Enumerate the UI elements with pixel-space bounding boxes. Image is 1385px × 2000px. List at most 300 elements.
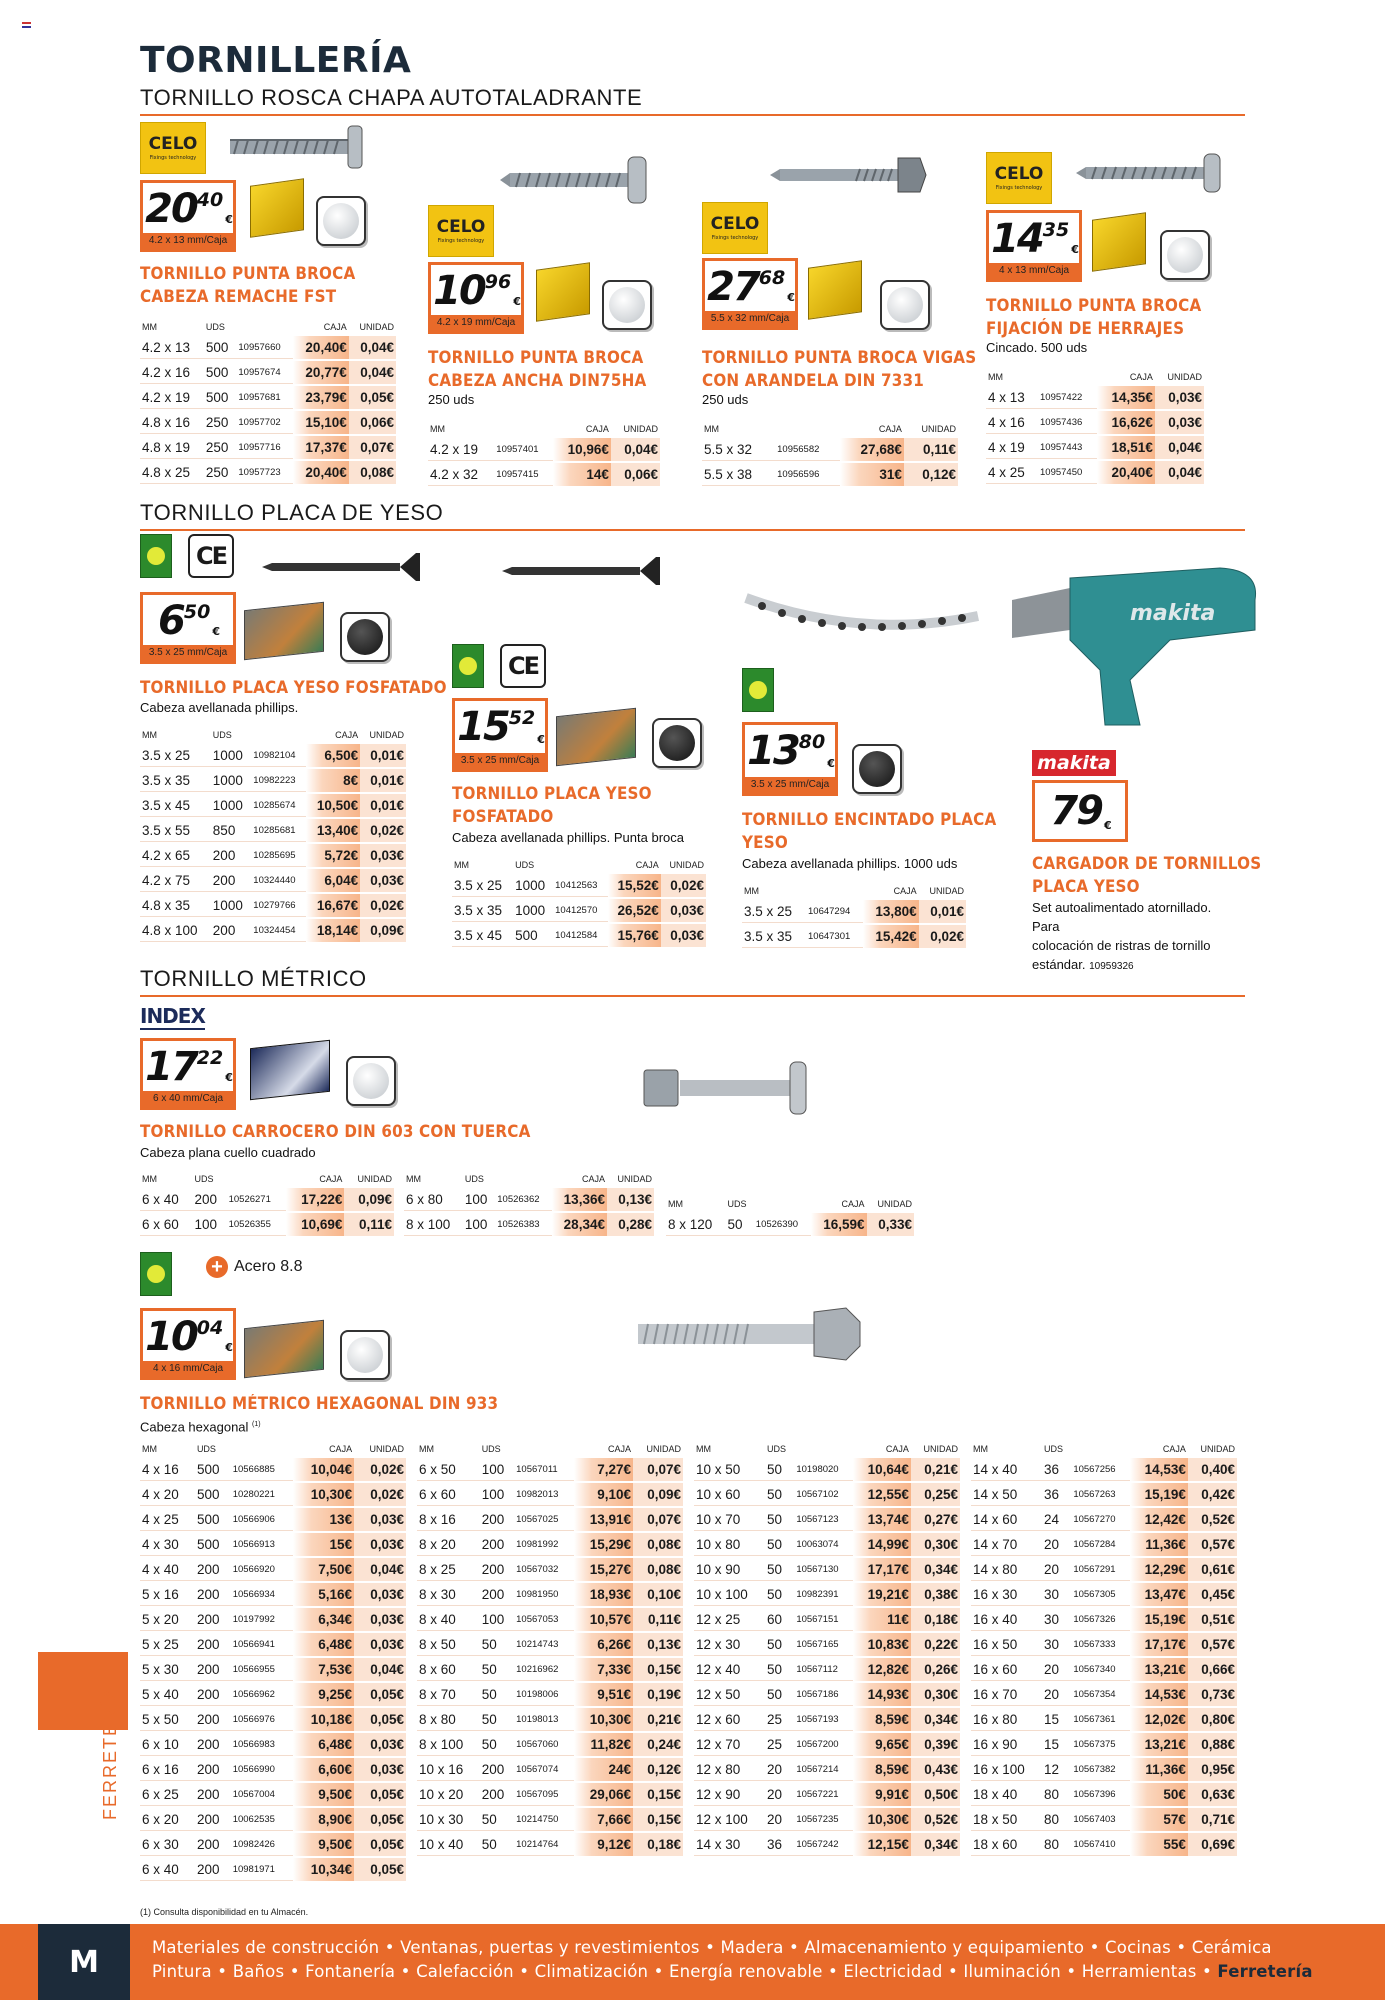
table-row	[140, 844, 406, 867]
table-cell-mm: 16 x 90	[971, 1733, 1042, 1756]
footer-nav	[0, 1924, 1385, 2000]
table-cell-uds: 30	[1042, 1583, 1071, 1606]
table-cell-mm: 18 x 50	[971, 1808, 1042, 1831]
footer-category-link[interactable]: Materiales de construcción	[152, 1938, 380, 1957]
table-cell-ref: 10982391	[794, 1583, 853, 1606]
table-row	[140, 1213, 394, 1236]
table-cell-ref: 10567410	[1071, 1833, 1130, 1856]
table-cell-uni: 0,66€	[1188, 1658, 1237, 1681]
brand-logo	[742, 668, 774, 712]
table-cell-mm: 6 x 40	[140, 1188, 192, 1211]
celo-logo: CELO Fixings technology	[986, 152, 1052, 204]
table-cell-caja: 14,35€	[1097, 386, 1155, 409]
product-title: CARGADOR DE TORNILLOS PLACA YESO	[1032, 854, 1262, 896]
plus-icon: +	[206, 1256, 228, 1278]
table-row	[417, 1608, 683, 1631]
table-cell-uds: 200	[480, 1783, 514, 1806]
table-row	[694, 1708, 960, 1731]
table-cell-uds: 500	[195, 1458, 231, 1481]
footer-category-link[interactable]: Climatización	[534, 1962, 649, 1981]
table-cell-uds: 100	[192, 1213, 226, 1236]
table-cell-uni: 0,03€	[354, 1583, 406, 1606]
table-cell-ref: 10567256	[1071, 1458, 1130, 1481]
table-cell-mm: 8 x 30	[417, 1583, 480, 1606]
ce-mark-icon: CE	[188, 534, 234, 578]
product-title: TORNILLO MÉTRICO HEXAGONAL DIN 933	[140, 1394, 499, 1413]
table-cell-uds: 50	[480, 1708, 514, 1731]
table-cell-caja: 10,69€	[286, 1213, 344, 1236]
table-cell-ref: 10285695	[251, 844, 306, 867]
footer-category-link[interactable]: Calefacción	[416, 1962, 514, 1981]
table-row	[140, 336, 396, 359]
table-row	[694, 1608, 960, 1631]
price-table: MM CAJA UNIDAD 3.5 x 25 10647294 13,80€ 0,01€ 3.5 x 35 10647301 15,42€ 0,02€	[742, 882, 966, 950]
table-cell-uds: 500	[204, 361, 237, 384]
table-cell-caja: 50€	[1130, 1783, 1188, 1806]
table-row	[694, 1483, 960, 1506]
table-cell-uni: 0,15€	[633, 1658, 683, 1681]
table-cell-uds: 200	[192, 1188, 226, 1211]
table-cell-ref: 10567011	[514, 1458, 574, 1481]
table-row	[140, 1188, 394, 1211]
table-cell-caja: 57€	[1130, 1808, 1188, 1831]
table-cell-ref: 10957422	[1038, 386, 1097, 409]
table-row	[986, 386, 1204, 409]
footer-category-link[interactable]: Almacenamiento y equipamiento	[804, 1938, 1085, 1957]
table-cell-uni: 0,05€	[354, 1708, 406, 1731]
product-box	[1092, 212, 1146, 272]
table-cell-mm: 14 x 70	[971, 1533, 1042, 1556]
table-cell-caja: 24€	[574, 1758, 633, 1781]
table-cell-uds: 12	[1042, 1758, 1071, 1781]
table-cell-caja: 18,14€	[306, 919, 360, 942]
table-cell-ref: 10214750	[514, 1808, 574, 1831]
footer-category-link[interactable]: Herramientas	[1081, 1962, 1197, 1981]
table-cell-uni: 0,13€	[607, 1188, 654, 1211]
table-cell-mm: 4.2 x 16	[140, 361, 204, 384]
product-title: TORNILLO PUNTA BROCA CABEZA ANCHA DIN75HA	[428, 348, 647, 390]
table-cell-uds: 20	[765, 1783, 794, 1806]
table-cell-uds: 20	[765, 1808, 794, 1831]
table-cell-mm: 12 x 40	[694, 1658, 765, 1681]
product-description: 250 uds	[702, 392, 749, 407]
table-cell-caja: 5,72€	[306, 844, 360, 867]
product-title: TORNILLO PLACA YESO FOSFATADO	[140, 678, 447, 697]
table-row	[694, 1733, 960, 1756]
table-cell-uni: 0,13€	[633, 1633, 683, 1656]
table-cell-mm: 8 x 100	[404, 1213, 463, 1236]
table-cell-uni: 0,06€	[611, 463, 660, 486]
table-cell-caja: 10,18€	[293, 1708, 354, 1731]
table-cell-ref: 10279766	[251, 894, 306, 917]
table-cell-ref: 10526355	[227, 1213, 287, 1236]
table-cell-ref: 10982104	[251, 744, 306, 767]
table-cell-ref: 10567340	[1071, 1658, 1130, 1681]
table-cell-uds: 200	[480, 1558, 514, 1581]
table-cell-uds: 200	[195, 1608, 231, 1631]
price-table: MM UDS CAJA UNIDAD 6 x 80 100 10526362 13,36€ 0,13€ 8 x 100 100 10526383 28,34€ 0,28€	[404, 1170, 654, 1238]
product-description: 250 uds	[428, 392, 475, 407]
table-cell-uni: 0,18€	[911, 1608, 960, 1631]
table-cell-uds: 500	[204, 386, 237, 409]
table-cell-uni: 0,33€	[867, 1213, 914, 1236]
table-cell-ref: 10567193	[794, 1708, 853, 1731]
table-cell-ref: 10324440	[251, 869, 306, 892]
table-cell-uds: 100	[480, 1608, 514, 1631]
footnote: (1) Consulta disponibilidad en tu Almacén.	[140, 1907, 309, 1917]
table-cell-uds: 200	[195, 1733, 231, 1756]
price-table: MM UDS CAJA UNIDAD 14 x 40 36 10567256 14,53€ 0,40€ 14 x 50 36 10567263 15,19€ 0,42€ 14 x 60 24 10567270 12,42€ 0,52€ 14 x 70 20 10567284 11,36€ 0,57€ 14 x 80 20 10567291 12,29€ 0,61€ 16 x 30 30 10567305 13,47€ 0,45€ 16 x 40 30 10567326 15,19€ 0,51€ 16 x 50 30 10567333 17,17€ 0,57€ 16 x 60 20 10567340 13,21€ 0,66€ 16 x 70 20 10567354 14,53€ 0,73€ 16 x 80 15 10567361 12,02€ 0,80€ 16 x 90 15 10567375 13,21€ 0,88€ 16 x 100 12 10567382 11,36€ 0,95€ 18 x 40 80 10567396 50€ 0,63€ 18 x 50 80 10567403 57€ 0,71€ 18 x 60 80 10567410 55€ 0,69€	[971, 1440, 1237, 1858]
table-cell-caja: 9,51€	[574, 1683, 633, 1706]
screw-image	[230, 122, 385, 172]
table-cell-ref: 10567074	[514, 1758, 574, 1781]
table-cell-uds: 200	[195, 1583, 231, 1606]
table-cell-caja: 18,93€	[574, 1583, 633, 1606]
table-cell-caja: 14€	[553, 463, 611, 486]
table-cell-ref: 10567221	[794, 1783, 853, 1806]
table-row	[694, 1633, 960, 1656]
table-cell-ref: 10567186	[794, 1683, 853, 1706]
price-table: MM UDS CAJA UNIDAD 3.5 x 25 1000 10982104 6,50€ 0,01€ 3.5 x 35 1000 10982223 8€ 0,01€ 3.5 x 45 1000 10285674 10,50€ 0,01€ 3.5 x 55 850 10285681 13,40€ 0,02€ 4.2 x 65 200 10285695 5,72€ 0,03€ 4.2 x 75 200 10324440 6,04€ 0,03€ 4.8 x 35 1000 10279766 16,67€ 0,02€ 4.8 x 100 200 10324454 18,14€ 0,09€	[140, 726, 406, 944]
table-cell-ref: 10566955	[231, 1658, 293, 1681]
table-cell-caja: 29,06€	[574, 1783, 633, 1806]
separator: •	[1170, 1938, 1192, 1957]
store-logo[interactable]: M	[38, 1924, 130, 2000]
table-cell-uds: 200	[195, 1758, 231, 1781]
footer-category-link[interactable]: Cerámica	[1191, 1938, 1272, 1957]
table-cell-ref: 10957681	[236, 386, 293, 409]
table-cell-ref: 10647301	[806, 925, 863, 948]
table-cell-uni: 0,88€	[1188, 1733, 1237, 1756]
footer-category-link[interactable]: Cocinas	[1105, 1938, 1171, 1957]
hex-bolt-image	[634, 1304, 864, 1364]
table-cell-uni: 0,04€	[611, 438, 660, 461]
table-row	[742, 900, 966, 923]
table-cell-ref: 10567326	[1071, 1608, 1130, 1631]
table-cell-ref: 10567053	[514, 1608, 574, 1631]
table-cell-caja: 6,48€	[293, 1733, 354, 1756]
table-cell-uds: 100	[480, 1483, 514, 1506]
table-cell-caja: 13,47€	[1130, 1583, 1188, 1606]
table-row	[140, 1683, 406, 1706]
table-row	[417, 1833, 683, 1856]
table-cell-uds: 80	[1042, 1808, 1071, 1831]
table-cell-mm: 16 x 80	[971, 1708, 1042, 1731]
separator: •	[211, 1962, 233, 1981]
table-row	[417, 1708, 683, 1731]
table-cell-mm: 14 x 40	[971, 1458, 1042, 1481]
product-box	[250, 178, 304, 238]
table-cell-uni: 0,12€	[904, 463, 958, 486]
table-cell-uds: 36	[1042, 1483, 1071, 1506]
table-row	[140, 1633, 406, 1656]
table-cell-mm: 12 x 25	[694, 1608, 765, 1631]
footer-category-link[interactable]: Energía renovable	[669, 1962, 823, 1981]
table-cell-caja: 15,52€	[608, 874, 661, 897]
table-cell-ref: 10957702	[236, 411, 293, 434]
table-cell-uni: 0,18€	[633, 1833, 683, 1856]
table-cell-mm: 6 x 30	[140, 1833, 195, 1856]
table-cell-caja: 10,30€	[293, 1483, 354, 1506]
product-box	[250, 1040, 330, 1100]
footer-category-link[interactable]: Baños	[232, 1962, 285, 1981]
table-cell-ref: 10567102	[794, 1483, 853, 1506]
table-cell-ref: 10567354	[1071, 1683, 1130, 1706]
table-cell-uds: 200	[195, 1633, 231, 1656]
table-cell-uni: 0,05€	[354, 1858, 406, 1881]
price-table: MM UDS CAJA UNIDAD 6 x 40 200 10526271 17,22€ 0,09€ 6 x 60 100 10526355 10,69€ 0,11€	[140, 1170, 394, 1238]
table-row	[417, 1633, 683, 1656]
table-cell-caja: 17,37€	[293, 436, 349, 459]
table-cell-mm: 3.5 x 55	[140, 819, 211, 842]
table-cell-mm: 4.2 x 19	[140, 386, 204, 409]
table-cell-caja: 9,65€	[853, 1733, 911, 1756]
phillips-head-icon	[340, 612, 390, 662]
table-cell-mm: 8 x 50	[417, 1633, 480, 1656]
table-cell-mm: 5 x 30	[140, 1658, 195, 1681]
table-cell-uni: 0,04€	[354, 1658, 406, 1681]
table-cell-mm: 6 x 80	[404, 1188, 463, 1211]
table-cell-uds: 15	[1042, 1733, 1071, 1756]
table-cell-ref: 10412584	[553, 924, 607, 947]
table-cell-mm: 10 x 20	[417, 1783, 480, 1806]
separator: •	[942, 1962, 964, 1981]
table-cell-mm: 10 x 50	[694, 1458, 765, 1481]
table-cell-ref: 10285674	[251, 794, 306, 817]
table-cell-mm: 4.2 x 19	[428, 438, 494, 461]
table-cell-caja: 12,29€	[1130, 1558, 1188, 1581]
table-cell-caja: 20,40€	[293, 461, 349, 484]
table-cell-ref: 10198013	[514, 1708, 574, 1731]
table-cell-uds: 200	[195, 1558, 231, 1581]
table-cell-uds: 200	[195, 1683, 231, 1706]
table-cell-caja: 13,21€	[1130, 1658, 1188, 1681]
table-cell-caja: 8,59€	[853, 1758, 911, 1781]
table-cell-uni: 0,15€	[633, 1783, 683, 1806]
table-cell-mm: 4.8 x 100	[140, 919, 211, 942]
table-row	[140, 1583, 406, 1606]
table-cell-uni: 0,03€	[1155, 386, 1204, 409]
table-cell-uds: 100	[463, 1213, 495, 1236]
footer-category-active[interactable]: Ferretería	[1217, 1962, 1313, 1981]
table-cell-uni: 0,43€	[911, 1758, 960, 1781]
page-title: TORNILLERÍA	[140, 40, 412, 81]
table-row	[140, 1658, 406, 1681]
table-cell-caja: 8,59€	[853, 1708, 911, 1731]
table-cell-ref: 10214764	[514, 1833, 574, 1856]
table-cell-uni: 0,80€	[1188, 1708, 1237, 1731]
table-cell-uds: 200	[211, 844, 251, 867]
table-cell-uni: 0,12€	[633, 1758, 683, 1781]
footer-category-link[interactable]: Madera	[720, 1938, 784, 1957]
table-cell-caja: 10,50€	[306, 794, 360, 817]
table-cell-uds: 1000	[513, 899, 553, 922]
table-cell-mm: 5.5 x 32	[702, 438, 775, 461]
table-cell-caja: 10,57€	[574, 1608, 633, 1631]
table-cell-ref: 10566934	[231, 1583, 293, 1606]
table-cell-uds: 60	[765, 1608, 794, 1631]
footer-category-link[interactable]: Ventanas, puertas y revestimientos	[400, 1938, 700, 1957]
table-cell-caja: 18,51€	[1097, 436, 1155, 459]
table-cell-uds: 25	[765, 1708, 794, 1731]
footer-category-link[interactable]: Pintura	[152, 1962, 212, 1981]
table-cell-caja: 9,50€	[293, 1833, 354, 1856]
separator: •	[648, 1962, 670, 1981]
table-cell-uds: 200	[480, 1533, 514, 1556]
bolt-image	[640, 1054, 820, 1120]
table-row	[140, 1808, 406, 1831]
table-cell-uds: 20	[1042, 1558, 1071, 1581]
table-cell-uni: 0,03€	[354, 1533, 406, 1556]
price-table: MM UDS CAJA UNIDAD 4.2 x 13 500 10957660 20,40€ 0,04€ 4.2 x 16 500 10957674 20,77€ 0,04€ 4.2 x 19 500 10957681 23,79€ 0,05€ 4.8 x 16 250 10957702 15,10€ 0,06€ 4.8 x 19 250 10957716 17,37€ 0,07€ 4.8 x 25 250 10957723 20,40€ 0,08€	[140, 318, 396, 486]
table-cell-uds: 50	[480, 1658, 514, 1681]
section-autotaladrante: TORNILLO ROSCA CHAPA AUTOTALADRANTE	[140, 85, 1245, 116]
table-cell-caja: 10,34€	[293, 1858, 354, 1881]
price-table: MM UDS CAJA UNIDAD 10 x 50 50 10198020 10,64€ 0,21€ 10 x 60 50 10567102 12,55€ 0,25€ 10 x 70 50 10567123 13,74€ 0,27€ 10 x 80 50 10063074 14,99€ 0,30€ 10 x 90 50 10567130 17,17€ 0,34€ 10 x 100 50 10982391 19,21€ 0,38€ 12 x 25 60 10567151 11€ 0,18€ 12 x 30 50 10567165 10,83€ 0,22€ 12 x 40 50 10567112 12,82€ 0,26€ 12 x 50 50 10567186 14,93€ 0,30€ 12 x 60 25 10567193 8,59€ 0,34€ 12 x 70 25 10567200 9,65€ 0,39€ 12 x 80 20 10567214 8,59€ 0,43€ 12 x 90 20 10567221 9,91€ 0,50€ 12 x 100 20 10567235 10,30€ 0,52€ 14 x 30 36 10567242 12,15€ 0,34€	[694, 1440, 960, 1858]
table-row	[140, 1833, 406, 1856]
table-cell-ref: 10567242	[794, 1833, 853, 1856]
table-cell-caja: 16,59€	[811, 1213, 867, 1236]
table-cell-ref: 10567235	[794, 1808, 853, 1831]
product-description: Cabeza avellanada phillips. 1000 uds	[742, 856, 958, 871]
separator: •	[395, 1962, 417, 1981]
table-cell-ref: 10956596	[775, 463, 840, 486]
table-cell-uds: 200	[195, 1858, 231, 1881]
table-cell-uni: 0,08€	[349, 461, 396, 484]
product-box	[536, 262, 590, 322]
table-cell-ref: 10981992	[514, 1533, 574, 1556]
table-cell-caja: 6,04€	[306, 869, 360, 892]
table-cell-uds: 50	[765, 1583, 794, 1606]
table-cell-uds: 1000	[513, 874, 553, 897]
table-cell-ref: 10566906	[231, 1508, 293, 1531]
footer-category-link[interactable]: Iluminación	[963, 1962, 1061, 1981]
table-cell-mm: 10 x 80	[694, 1533, 765, 1556]
table-cell-ref: 10957436	[1038, 411, 1097, 434]
table-cell-ref: 10412570	[553, 899, 607, 922]
table-row	[140, 1608, 406, 1631]
table-cell-caja: 13,40€	[306, 819, 360, 842]
table-cell-uni: 0,69€	[1188, 1833, 1237, 1856]
table-cell-mm: 6 x 20	[140, 1808, 195, 1831]
table-row	[417, 1458, 683, 1481]
table-cell-mm: 4 x 19	[986, 436, 1038, 459]
phillips-head-icon	[652, 718, 702, 768]
table-cell-uds: 80	[1042, 1833, 1071, 1856]
table-cell-uds: 250	[204, 436, 237, 459]
table-cell-uni: 0,21€	[911, 1458, 960, 1481]
table-cell-ref: 10567165	[794, 1633, 853, 1656]
table-row	[694, 1783, 960, 1806]
table-cell-uds: 50	[480, 1733, 514, 1756]
table-cell-uds: 20	[1042, 1533, 1071, 1556]
table-cell-uni: 0,08€	[633, 1558, 683, 1581]
table-cell-ref: 10567263	[1071, 1483, 1130, 1506]
table-row	[404, 1213, 654, 1236]
table-cell-uni: 0,09€	[360, 919, 406, 942]
table-cell-uni: 0,09€	[633, 1483, 683, 1506]
table-cell-uds: 500	[195, 1533, 231, 1556]
table-cell-uni: 0,03€	[354, 1633, 406, 1656]
phillips-head-icon	[316, 196, 366, 246]
table-cell-mm: 12 x 50	[694, 1683, 765, 1706]
table-cell-caja: 26,52€	[608, 899, 661, 922]
footer-category-link[interactable]: Fontanería	[305, 1962, 396, 1981]
price-tag: 15 $^{52}$ € 3.5 x 25 mm/Caja	[452, 698, 548, 772]
table-cell-uni: 0,02€	[354, 1483, 406, 1506]
table-cell-uds: 50	[480, 1833, 514, 1856]
table-cell-mm: 8 x 25	[417, 1558, 480, 1581]
table-row	[140, 794, 406, 817]
table-row	[452, 899, 706, 922]
table-row	[417, 1483, 683, 1506]
table-cell-mm: 10 x 30	[417, 1808, 480, 1831]
table-cell-caja: 14,93€	[853, 1683, 911, 1706]
table-cell-caja: 14,53€	[1130, 1683, 1188, 1706]
table-cell-uds: 24	[1042, 1508, 1071, 1531]
table-cell-mm: 6 x 40	[140, 1858, 195, 1881]
table-cell-caja: 13,21€	[1130, 1733, 1188, 1756]
table-cell-uni: 0,34€	[911, 1558, 960, 1581]
table-cell-mm: 4 x 16	[986, 411, 1038, 434]
table-cell-uni: 0,03€	[661, 899, 706, 922]
table-cell-uni: 0,05€	[354, 1808, 406, 1831]
table-cell-uds: 500	[195, 1483, 231, 1506]
brand-logo	[140, 1252, 172, 1296]
footer-category-link[interactable]: Electricidad	[843, 1962, 943, 1981]
table-cell-ref: 10280221	[231, 1483, 293, 1506]
strip-screws-image	[742, 590, 982, 650]
table-cell-ref: 10567112	[794, 1658, 853, 1681]
table-cell-caja: 15,10€	[293, 411, 349, 434]
table-cell-uni: 0,09€	[344, 1188, 394, 1211]
table-row	[417, 1808, 683, 1831]
table-cell-uni: 0,11€	[904, 438, 958, 461]
table-cell-mm: 8 x 70	[417, 1683, 480, 1706]
table-cell-uds: 500	[195, 1508, 231, 1531]
flag-icon	[22, 22, 31, 28]
table-row	[986, 436, 1204, 459]
table-cell-caja: 12,42€	[1130, 1508, 1188, 1531]
table-cell-mm: 14 x 30	[694, 1833, 765, 1856]
table-cell-uds: 30	[1042, 1608, 1071, 1631]
table-row	[417, 1733, 683, 1756]
table-cell-uds: 200	[211, 919, 251, 942]
table-cell-uni: 0,50€	[911, 1783, 960, 1806]
table-cell-caja: 31€	[840, 463, 904, 486]
table-cell-uds: 250	[204, 461, 237, 484]
celo-logo: CELO Fixings technology	[702, 202, 768, 254]
table-cell-ref: 10567361	[1071, 1708, 1130, 1731]
table-cell-ref: 10957674	[236, 361, 293, 384]
table-cell-mm: 12 x 70	[694, 1733, 765, 1756]
table-cell-mm: 12 x 30	[694, 1633, 765, 1656]
table-cell-mm: 16 x 60	[971, 1658, 1042, 1681]
table-cell-mm: 3.5 x 35	[742, 925, 806, 948]
product-title: TORNILLO PUNTA BROCA VIGAS CON ARANDELA DIN 7331	[702, 348, 977, 390]
product-title: TORNILLO CARROCERO DIN 603 CON TUERCA	[140, 1122, 531, 1141]
price-tag: 10 $^{04}$ € 4 x 16 mm/Caja	[140, 1308, 236, 1380]
table-cell-mm: 10 x 60	[694, 1483, 765, 1506]
table-cell-uds: 50	[765, 1458, 794, 1481]
table-cell-uds: 200	[195, 1833, 231, 1856]
table-cell-caja: 7,27€	[574, 1458, 633, 1481]
table-cell-caja: 10,30€	[853, 1808, 911, 1831]
table-cell-uni: 0,26€	[911, 1658, 960, 1681]
table-row	[140, 1483, 406, 1506]
table-cell-ref: 10567382	[1071, 1758, 1130, 1781]
table-cell-uni: 0,52€	[1188, 1508, 1237, 1531]
